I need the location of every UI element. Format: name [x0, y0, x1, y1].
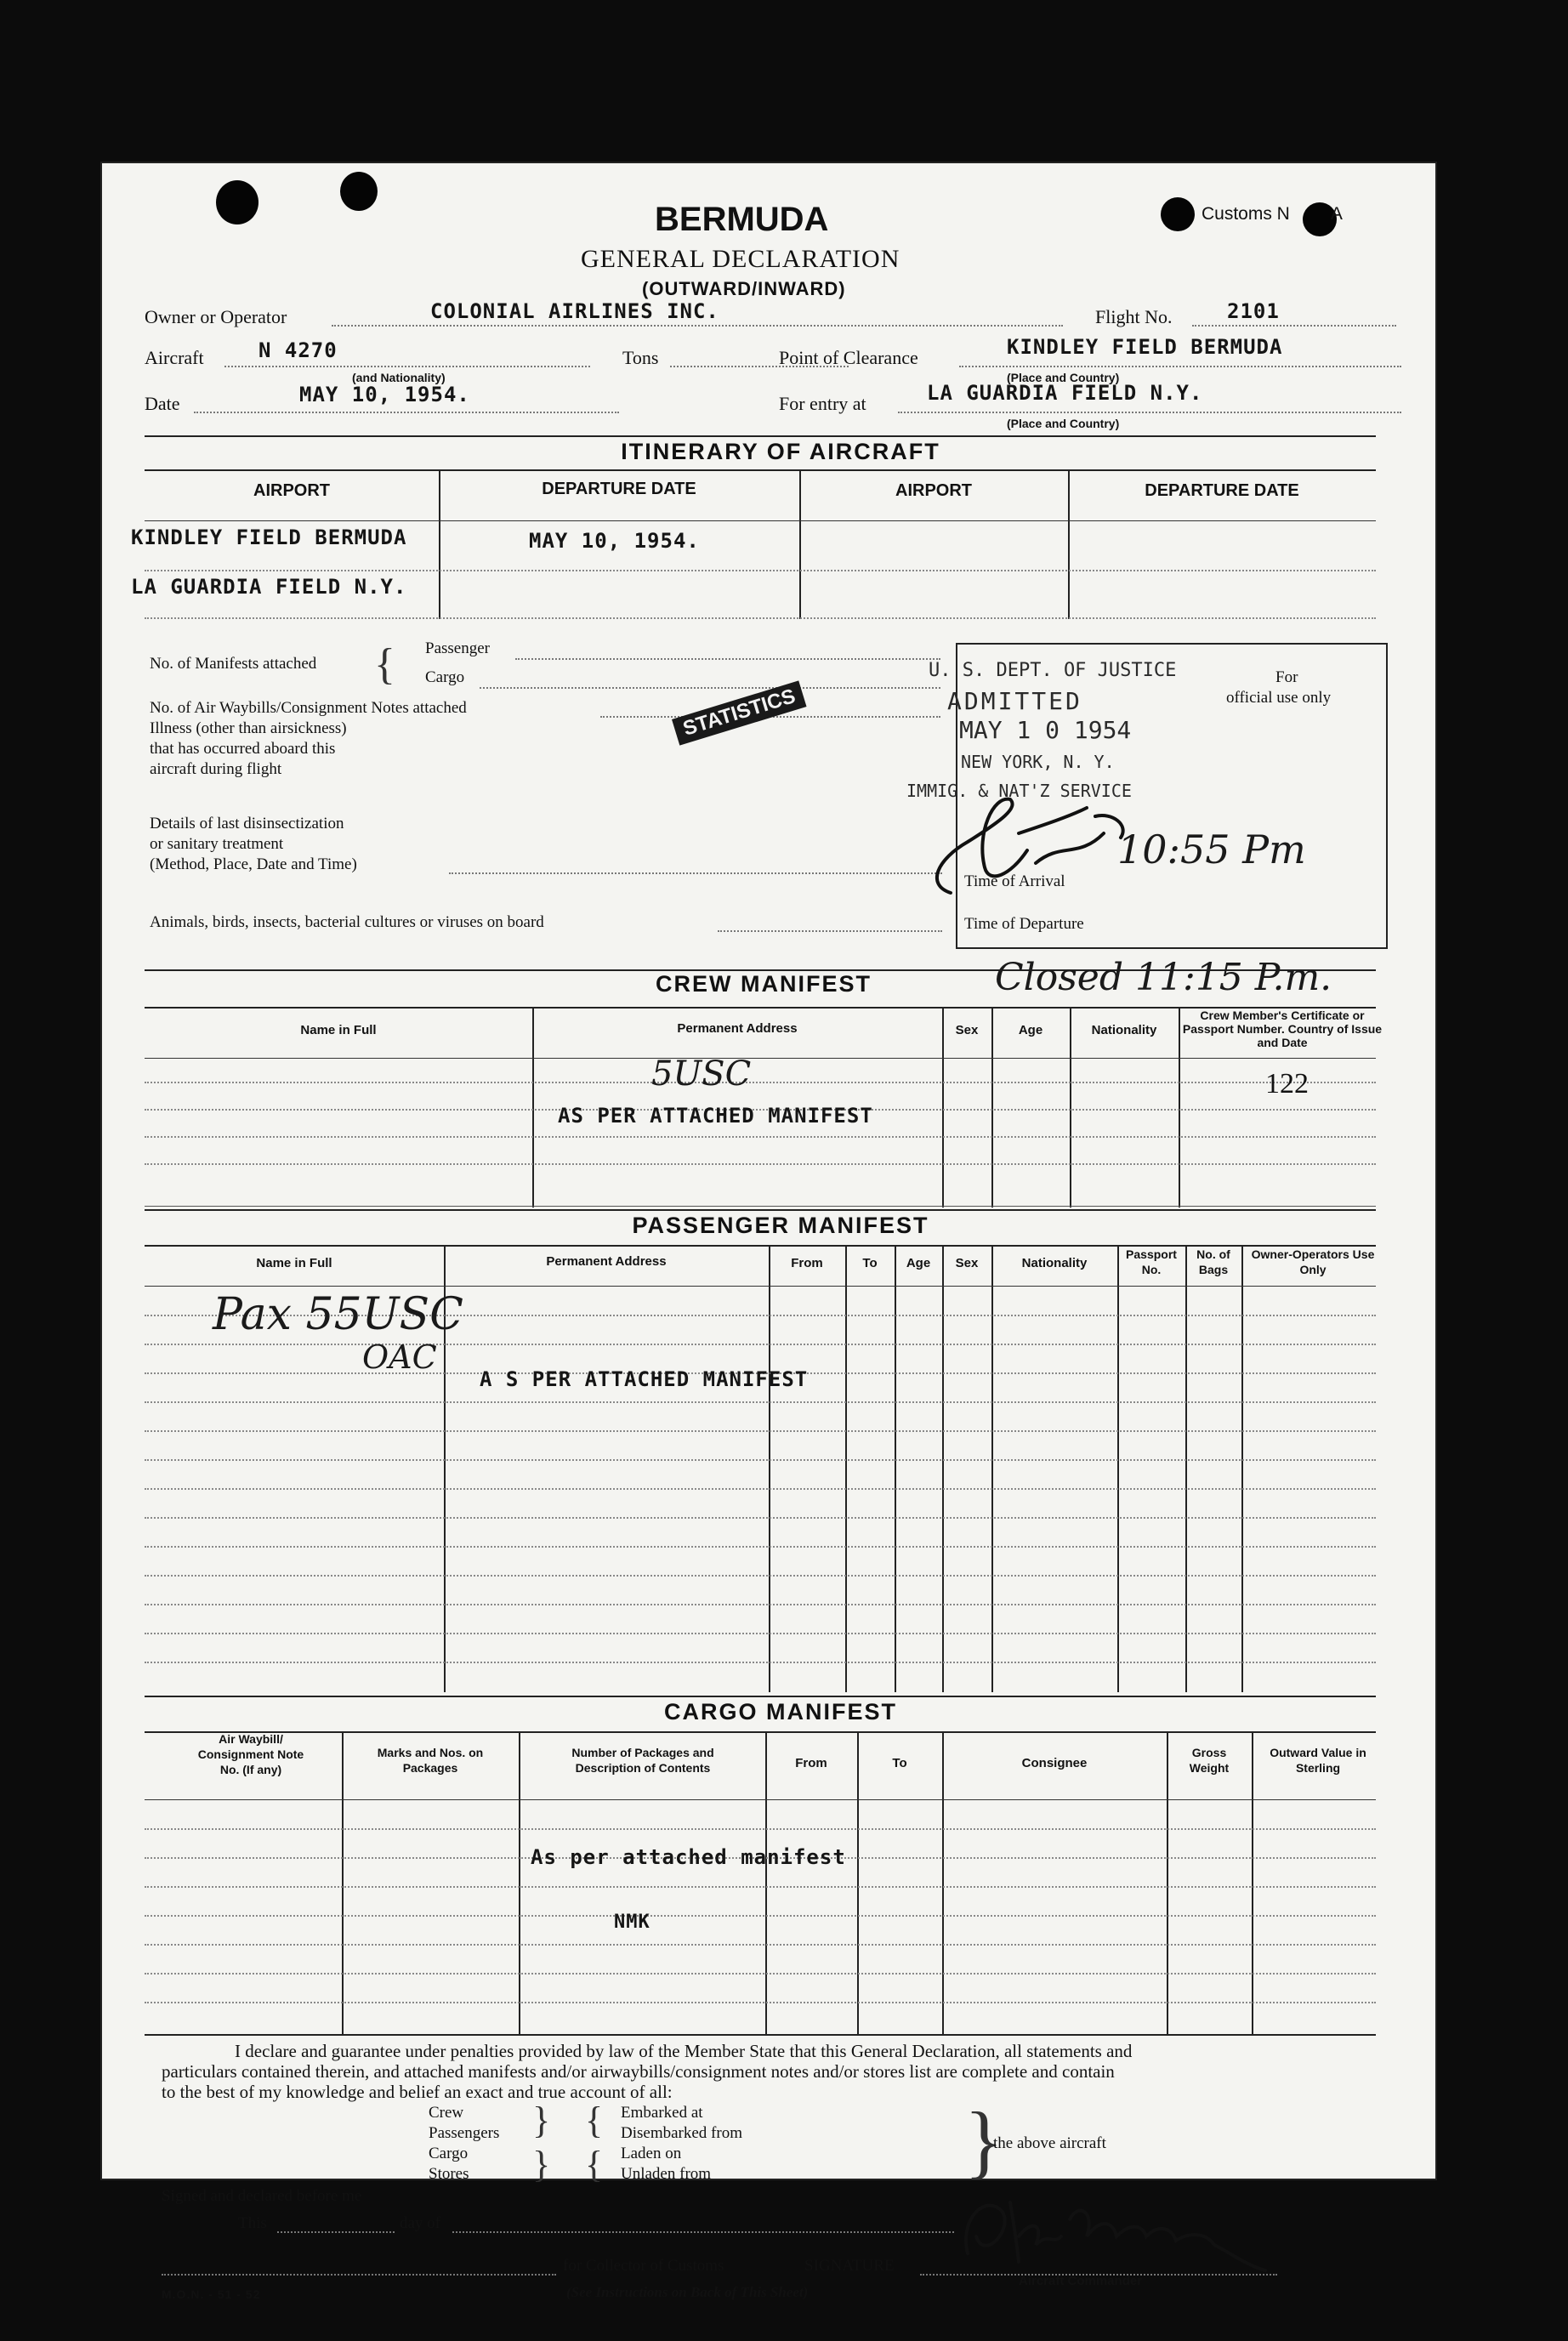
cargo-row-line-4	[145, 1915, 1376, 1917]
pax-col-to: To	[862, 1256, 878, 1270]
disinsect-line-3: (Method, Place, Date and Time)	[150, 855, 357, 873]
pax-col-3	[845, 1245, 847, 1692]
tons-label: Tons	[622, 347, 659, 368]
crew-note: AS PER ATTACHED MANIFEST	[558, 1104, 873, 1128]
pax-row-line-2	[145, 1344, 1376, 1345]
pax-col-2	[769, 1245, 770, 1692]
cargo-col-2	[519, 1731, 520, 2034]
crew-col-age: Age	[1018, 1023, 1043, 1037]
disinsect-line-2: or sanitary treatment	[150, 835, 284, 853]
decl-left-stores: Stores	[429, 2165, 469, 2183]
animals-label: Animals, birds, insects, bacterial cultures or viruses on board	[150, 913, 544, 931]
customs-suffix: A	[1330, 204, 1343, 224]
crew-row-line-3	[145, 1136, 1376, 1138]
pax-row-line-11	[145, 1604, 1376, 1605]
clearance-label: Point of Clearance	[779, 347, 918, 368]
this-label: This	[238, 2214, 267, 2232]
clearance-value: KINDLEY FIELD BERMUDA	[1007, 335, 1283, 359]
decl-right-unladen: Unladen from	[621, 2165, 712, 2183]
pax-col-age: Age	[906, 1256, 931, 1270]
pax-col-from: From	[791, 1256, 823, 1270]
pax-col-passport: Passport No.	[1126, 1247, 1177, 1276]
declaration-line-2: particulars contained therein, and attached manifests and/or airwaybills/consignment notes and/or stores list are complete and contain	[162, 2061, 1115, 2082]
manifests-brace: {	[374, 640, 395, 689]
punch-hole-left	[216, 180, 258, 224]
aircraft-value: N 4270	[258, 338, 338, 362]
pax-col-6	[991, 1245, 993, 1692]
pax-col-8	[1185, 1245, 1187, 1692]
pax-row-line-8	[145, 1517, 1376, 1519]
commander-signature	[951, 2185, 1291, 2279]
time-arrival-label: Time of Arrival	[964, 872, 1065, 890]
cargo-row-line-6	[145, 1973, 1376, 1975]
form-number: M.O.N. - 51 - 52	[162, 2287, 261, 2301]
manifests-label: No. of Manifests attached	[150, 655, 317, 673]
owner-value: COLONIAL AIRLINES INC.	[430, 299, 719, 323]
decl-brace-big: }	[964, 2095, 1004, 2186]
cargo-subhead-rule	[145, 1799, 1376, 1800]
decl-brace-left-1: }	[532, 2100, 551, 2141]
flight-value: 2101	[1227, 299, 1280, 323]
animals-field[interactable]	[718, 915, 942, 932]
stamp-line-1: U. S. DEPT. OF JUSTICE	[929, 660, 1177, 681]
pax-subhead-rule	[145, 1286, 1376, 1287]
passenger-top-rule	[145, 1209, 1376, 1211]
crew-col-nationality: Nationality	[1091, 1023, 1157, 1037]
cargo-count-field[interactable]	[480, 672, 940, 689]
crew-col-certificate: Crew Member's Certificate or Passport Number. Country of Issue and Date	[1182, 1009, 1383, 1049]
pax-col-9	[1241, 1245, 1243, 1692]
cargo-col-consignee: Consignee	[1021, 1756, 1088, 1770]
itinerary-row-line-2	[145, 617, 1376, 619]
stamp-line-2: ADMITTED	[947, 687, 1082, 715]
crew-handwritten: 5USC	[651, 1054, 752, 1094]
illness-line-3: aircraft during flight	[150, 760, 282, 778]
cargo-col-4	[857, 1731, 859, 2034]
closed-note: Closed 11:15 P.m.	[995, 956, 1332, 999]
pax-row-line-6	[145, 1459, 1376, 1461]
pax-row-line-12	[145, 1633, 1376, 1634]
itinerary-top-rule	[145, 435, 1376, 437]
cargo-col-1	[342, 1731, 344, 2034]
signed-label: Signed and declared before me	[162, 2187, 362, 2205]
crew-col-sex: Sex	[955, 1023, 979, 1037]
place-country-note-2: (Place and Country)	[1007, 417, 1120, 430]
cargo-col-weight: Gross Weight	[1189, 1746, 1230, 1775]
decl-left-crew: Crew	[429, 2104, 464, 2122]
decl-right-laden: Laden on	[621, 2145, 682, 2162]
pax-row-line-7	[145, 1488, 1376, 1490]
cargo-col-waybill: Air Waybill/ Consignment Note No. (If any)	[197, 1732, 304, 1776]
disinsect-line-1: Details of last disinsectization	[150, 815, 344, 832]
cargo-row-line-5	[145, 1944, 1376, 1946]
decl-left-passengers: Passengers	[429, 2124, 500, 2142]
itinerary-col-airport-1: AIRPORT	[253, 481, 330, 500]
decl-right-embarked: Embarked at	[621, 2104, 703, 2122]
collector-label: for Collector of Customs	[563, 2257, 724, 2275]
crew-col-1	[532, 1007, 534, 1207]
crew-col-name: Name in Full	[300, 1023, 377, 1037]
pax-handwritten-2: OAC	[362, 1338, 437, 1376]
crew-row-line-4	[145, 1163, 1376, 1165]
flight-label: Flight No.	[1095, 306, 1173, 327]
entry-label: For entry at	[779, 393, 866, 414]
aircraft-note: (and Nationality)	[352, 371, 446, 384]
cargo-col-7	[1252, 1731, 1253, 2034]
passenger-count-field[interactable]	[515, 643, 940, 660]
customs-label-text: Customs N	[1202, 204, 1290, 224]
pax-col-sex: Sex	[955, 1256, 979, 1270]
itinerary-col-date-2: DEPARTURE DATE	[1145, 481, 1299, 500]
cargo-bottom-rule	[145, 2034, 1376, 2036]
decl-brace-left-2: }	[532, 2144, 551, 2185]
cargo-col-5	[942, 1731, 944, 2034]
cargo-row-line-1	[145, 1828, 1376, 1830]
itinerary-col-airport-2: AIRPORT	[895, 481, 972, 500]
signature-label: SIGNATURE	[804, 2257, 895, 2275]
stamp-line-5: IMMIG. & NAT'Z SERVICE	[906, 781, 1132, 801]
cargo-top-rule	[145, 1696, 1376, 1697]
decl-brace-right-1: {	[585, 2100, 604, 2141]
cargo-col-3	[765, 1731, 767, 2034]
cargo-note: As per attached manifest	[531, 1845, 846, 1869]
declaration-line-1: I declare and guarantee under penalties provided by law of the Member State that this General Declaration, all statements and	[235, 2041, 1133, 2061]
itinerary-row-1-date: MAY 10, 1954.	[529, 529, 700, 553]
pax-col-4	[895, 1245, 896, 1692]
cargo-col-from: From	[795, 1756, 827, 1770]
pax-col-owner-use: Owner-Operators Use Only	[1251, 1247, 1375, 1276]
declaration-form	[100, 162, 1437, 2301]
cargo-title: CARGO MANIFEST	[664, 1699, 897, 1724]
form-title: BERMUDA	[655, 201, 829, 238]
cargo-col-value: Outward Value in Sterling	[1270, 1746, 1366, 1775]
cargo-col-packages: Number of Packages and Description of Contents	[571, 1746, 714, 1775]
crew-col-5	[1179, 1007, 1180, 1207]
pax-col-nationality: Nationality	[1021, 1256, 1088, 1270]
disinsect-field[interactable]	[449, 857, 942, 874]
itinerary-row-2-airport: LA GUARDIA FIELD N.Y.	[131, 575, 407, 599]
official-label-1: For	[1275, 668, 1298, 686]
day-field[interactable]	[452, 2216, 954, 2233]
itinerary-col-date-1: DEPARTURE DATE	[542, 480, 696, 498]
passenger-label: Passenger	[425, 639, 490, 657]
cargo-col-6	[1167, 1731, 1168, 2034]
punch-hole-center	[340, 172, 378, 211]
itinerary-head-rule	[145, 469, 1376, 471]
pax-col-name: Name in Full	[256, 1256, 332, 1270]
decl-above-aircraft: the above aircraft	[993, 2134, 1106, 2152]
decl-left-cargo: Cargo	[429, 2145, 469, 2162]
crew-title: CREW MANIFEST	[656, 971, 872, 997]
waybills-label: No. of Air Waybills/Consignment Notes attached	[150, 699, 467, 717]
pax-col-address: Permanent Address	[546, 1254, 667, 1269]
entry-value: LA GUARDIA FIELD N.Y.	[927, 381, 1203, 405]
date-label: Date	[145, 393, 180, 414]
crew-col-address: Permanent Address	[677, 1021, 798, 1036]
day-label: day of	[400, 2214, 441, 2232]
crew-row-line-1	[145, 1082, 1376, 1083]
this-field[interactable]	[277, 2216, 395, 2233]
crew-bottom-rule	[145, 1206, 1376, 1207]
pax-row-line-10	[145, 1575, 1376, 1577]
pax-note: A S PER ATTACHED MANIFEST	[480, 1367, 809, 1391]
illness-line-1: Illness (other than airsickness)	[150, 719, 347, 737]
aircraft-label: Aircraft	[145, 347, 204, 368]
time-departure-label: Time of Departure	[964, 915, 1084, 933]
punch-hole-right	[1161, 197, 1195, 231]
collector-field[interactable]	[162, 2259, 556, 2276]
declaration-line-3: to the best of my knowledge and belief an exact and true account of all:	[162, 2082, 673, 2102]
pax-row-line-5	[145, 1430, 1376, 1432]
customs-label	[1202, 204, 1343, 224]
form-subtitle: GENERAL DECLARATION	[581, 245, 900, 273]
pax-col-7	[1117, 1245, 1119, 1692]
itinerary-title: ITINERARY OF AIRCRAFT	[621, 439, 940, 464]
stamp-line-3: MAY 1 0 1954	[959, 716, 1132, 744]
statistics-stamp: STATISTICS	[672, 680, 807, 745]
date-value: MAY 10, 1954.	[299, 383, 470, 406]
cargo-note-2: NMK	[614, 1912, 650, 1933]
pax-row-line-4	[145, 1401, 1376, 1403]
commander-label: Aircraft Commander	[1019, 2274, 1143, 2288]
itinerary-subhead-rule	[145, 520, 1376, 521]
pax-row-line-9	[145, 1546, 1376, 1548]
cargo-row-line-7	[145, 2002, 1376, 2003]
instructions-note: (See Instructions on Back of This Sheet)	[566, 2284, 809, 2300]
illness-line-2: that has occurred aboard this	[150, 740, 336, 758]
pax-col-bags: No. of Bags	[1196, 1247, 1230, 1276]
arrival-handwritten: 10:55 Pm	[1117, 827, 1306, 872]
itinerary-row-line-1	[145, 570, 1376, 571]
owner-label: Owner or Operator	[145, 306, 287, 327]
stamp-line-4: NEW YORK, N. Y.	[961, 752, 1115, 772]
pax-handwritten-1: Pax 55USC	[213, 1289, 463, 1340]
decl-brace-right-2: {	[585, 2144, 604, 2185]
place-country-note-1: (Place and Country)	[1007, 371, 1120, 384]
form-direction: (OUTWARD/INWARD)	[642, 278, 846, 299]
passenger-title: PASSENGER MANIFEST	[632, 1213, 929, 1238]
pax-col-5	[942, 1245, 944, 1692]
cargo-col-marks: Marks and Nos. on Packages	[377, 1746, 484, 1775]
cargo-row-line-3	[145, 1886, 1376, 1888]
cargo-label: Cargo	[425, 668, 465, 686]
decl-right-disembarked: Disembarked from	[621, 2124, 742, 2142]
pax-row-line-13	[145, 1662, 1376, 1663]
official-label-2: official use only	[1226, 689, 1332, 707]
cargo-col-to: To	[892, 1756, 907, 1770]
crew-subhead-rule	[145, 1058, 1376, 1059]
cargo-head-rule	[145, 1731, 1376, 1733]
crew-count: 122	[1265, 1068, 1309, 1099]
flight-field[interactable]	[1192, 298, 1396, 327]
itinerary-row-1-airport: KINDLEY FIELD BERMUDA	[131, 526, 407, 549]
